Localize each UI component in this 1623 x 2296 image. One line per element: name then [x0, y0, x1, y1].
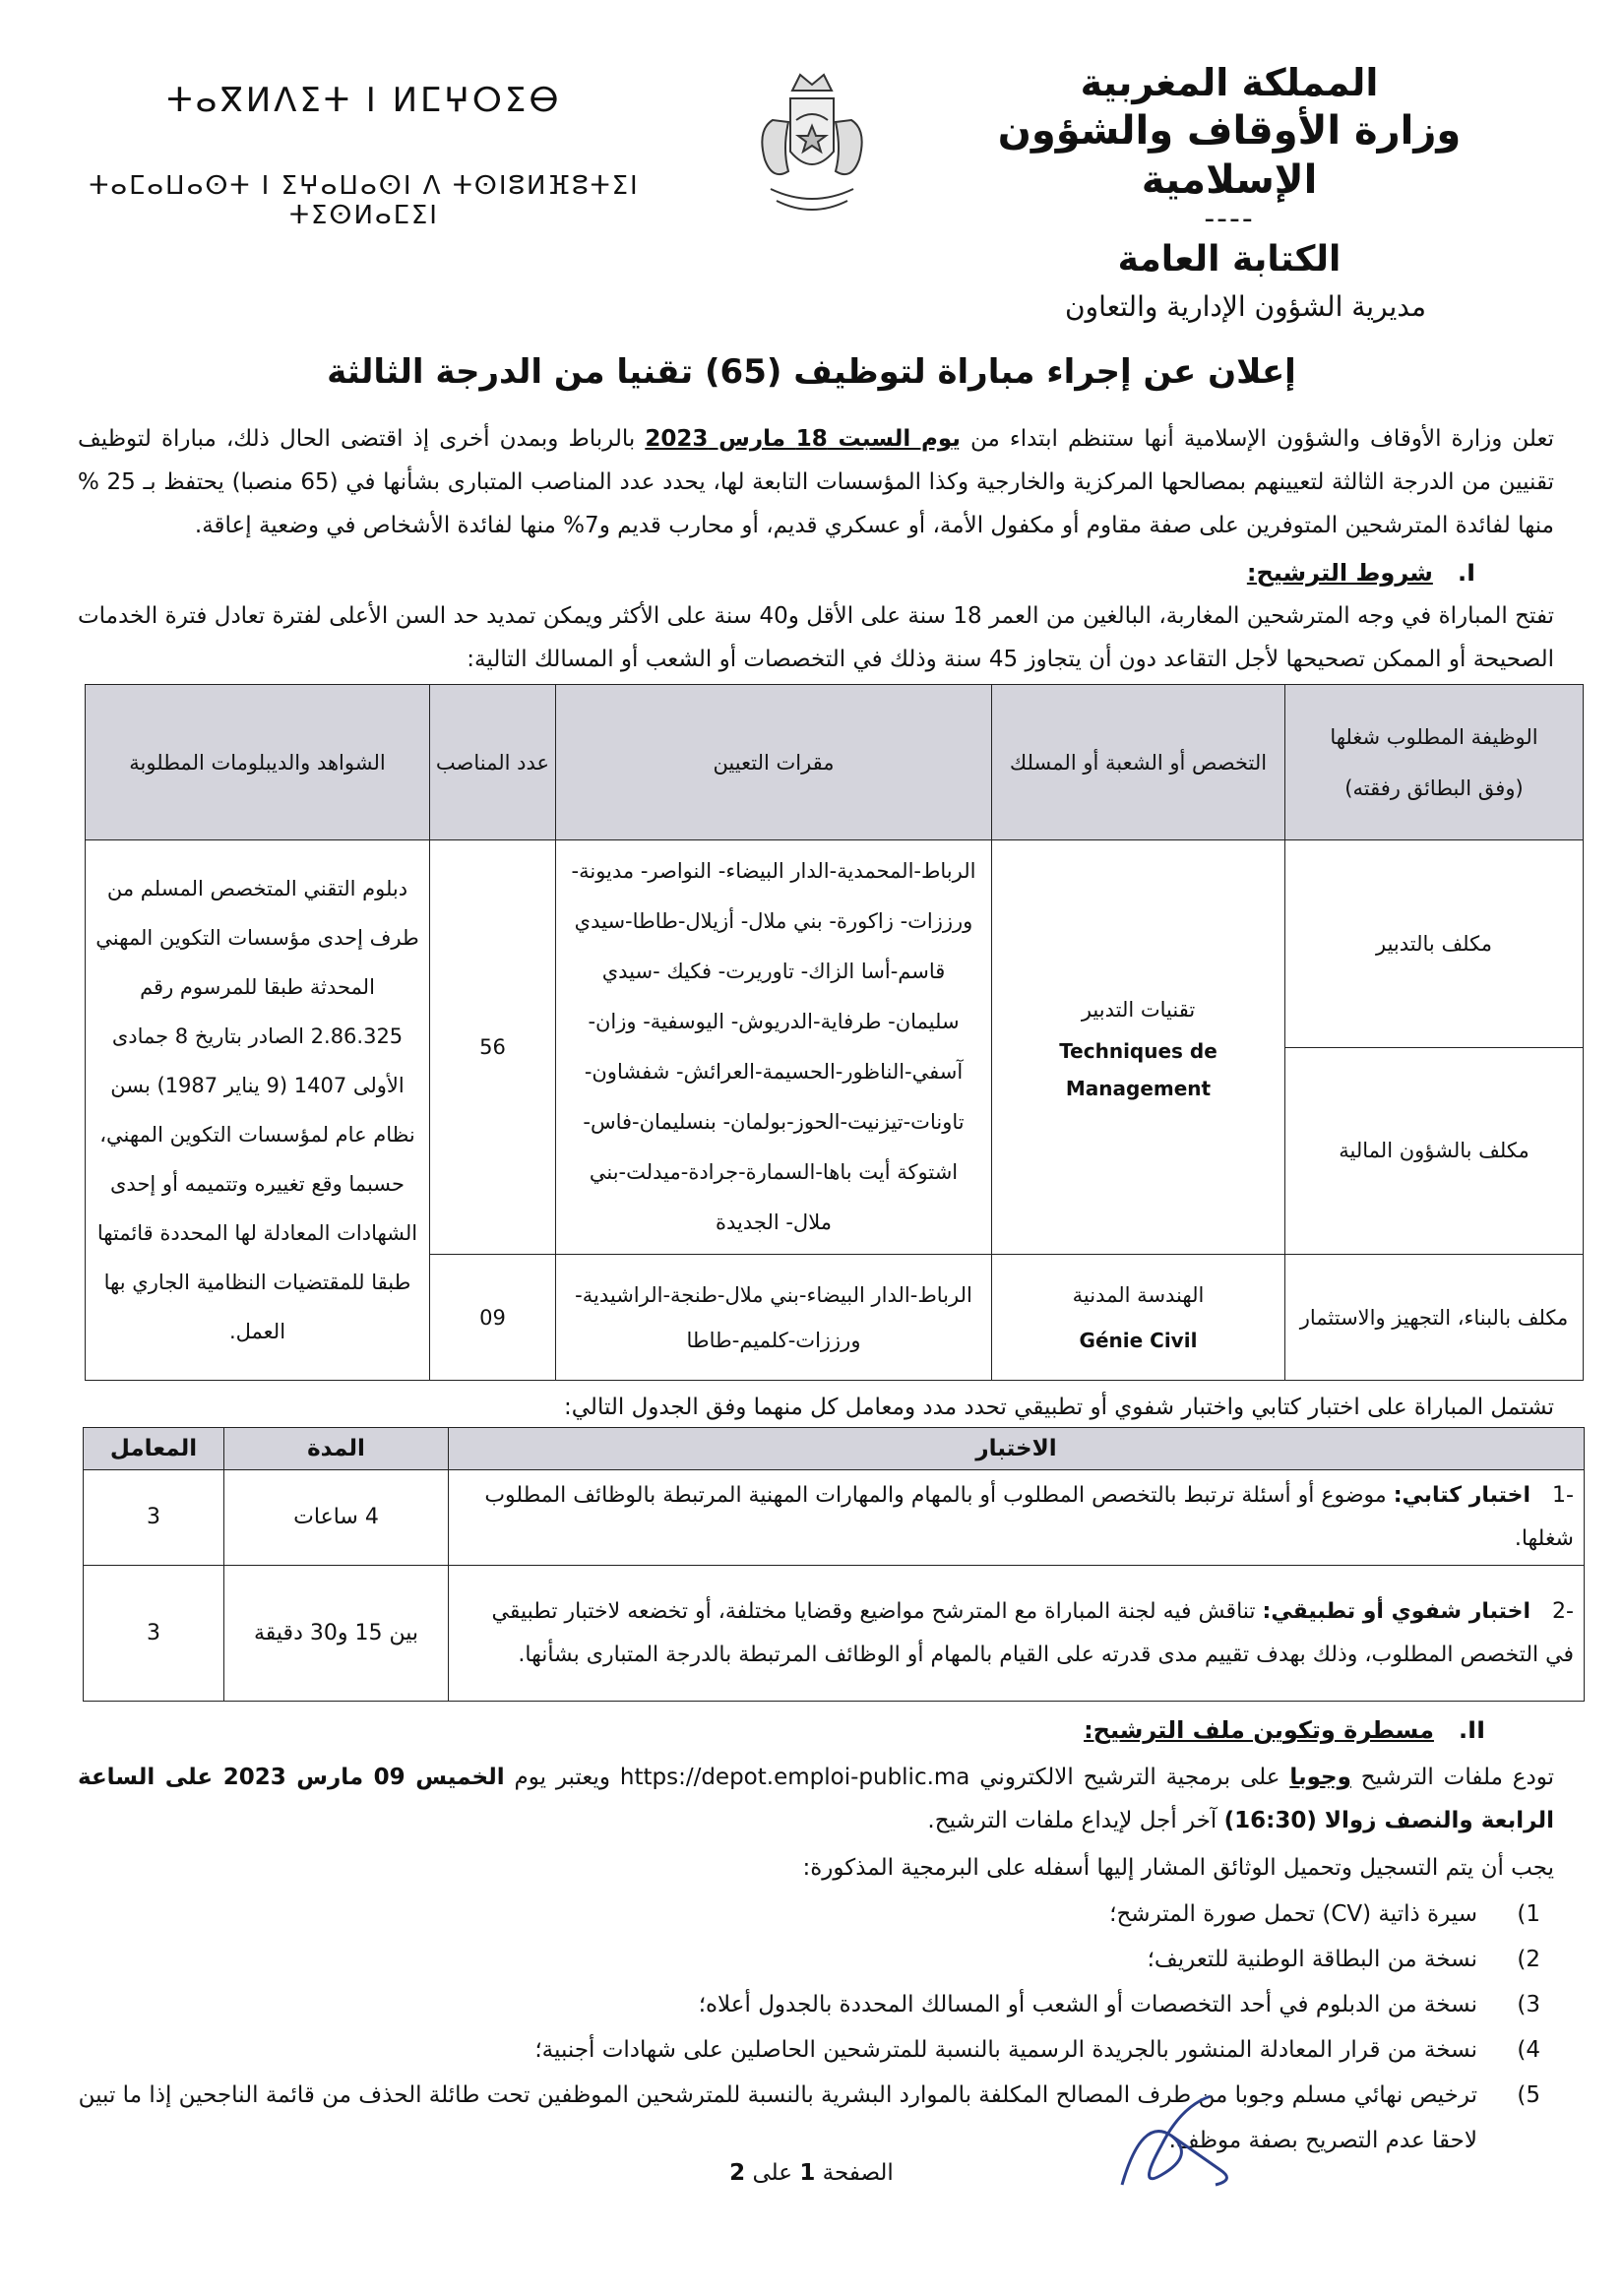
- intro-paragraph: [78, 417, 1554, 547]
- intro-part2: بالرباط وبمدن أخرى إذ اقتضى الحال ذلك، مباراة لتوظيف تقنيين من الدرجة الثالثة لتعيينهم بمصالحها المركزية والخارجية وكذا المؤسسات التابعة لها، يحدد عدد المناصب المتبارى بشأنها في (65 منصبا) يحتفظ بـ 25 % منها لفائدة المترشحين المتوفرين على صفة مقاوم أو مكفول الأمة، أو عسكري قديم، أو محارب قديم و7% منها لفائدة الأشخاص في وضعية إعاقة.: [78, 426, 1554, 538]
- header-coef: المعامل: [84, 1428, 224, 1470]
- footer-of: على: [752, 2160, 793, 2186]
- item-text: نسخة من الدبلوم في أحد التخصصات أو الشعب أو المسالك المحددة بالجدول أعلاه؛: [698, 1992, 1477, 2017]
- s2-part-a: تودع ملفات الترشيح: [1350, 1765, 1555, 1790]
- item-text: نسخة من قرار المعادلة المنشور بالجريدة الرسمية بالنسبة للمترشحين الحاصلين على شهادات أجنبية؛: [534, 2037, 1477, 2063]
- section-1-heading: [1247, 559, 1475, 587]
- s2-mandatory: وجوبا: [1289, 1765, 1351, 1790]
- locations-cell: الرباط-المحمدية-الدار البيضاء- النواصر- مديونة- ورززات- زاكورة- بني ملال- أزيلال-طاطا-سيدي قاسم-أسا الزاك- تاوريرت- فكيك -سيدي سليمان- طرفاية-الدريوش- اليوسفية- وزان- آسفي-الناظور-الحسيمة-العرائش- شفشاون- تاونات-تيزنيت-الحوز-بولمان- بنسليمان-فاس- اشتوكة أيت باها-السمارة-جرادة-ميدلت-بني ملال- الجديدة: [556, 840, 992, 1255]
- table-row: [84, 1566, 1585, 1702]
- count-cell: 09: [430, 1255, 556, 1381]
- footer-page-label: الصفحة: [822, 2160, 894, 2186]
- header-count: عدد المناصب: [430, 685, 556, 840]
- s2-part-e: آخر أجل لإيداع ملفات الترشيح.: [927, 1808, 1224, 1833]
- table-row: [86, 840, 1584, 1048]
- item-number: 4): [1517, 2037, 1540, 2063]
- duration-cell: بين 15 و30 دقيقة: [224, 1566, 449, 1702]
- specialty-fr: Techniques de Management: [1059, 1039, 1217, 1100]
- documents-list: [38, 1892, 1554, 2163]
- locations-cell: الرباط-الدار البيضاء-بني ملال-طنجة-الراشيدية- ورززات-كلميم-طاطا: [556, 1255, 992, 1381]
- header-diplomas: الشواهد والديبلومات المطلوبة: [86, 685, 430, 840]
- section-2-number: II.: [1459, 1716, 1485, 1744]
- test-cell: [449, 1566, 1585, 1702]
- positions-header-row: [86, 685, 1584, 840]
- positions-table: [85, 684, 1584, 1381]
- test-desc: موضوع أو أسئلة ترتبط بالتخصص المطلوب أو بالمهام والمهارات المهنية المرتبطة بالوظائف المطلوب شغلها.: [484, 1483, 1574, 1551]
- section-2-title: مسطرة وتكوين ملف الترشيح:: [1084, 1716, 1434, 1744]
- exam-date: يوم السبت 18 مارس 2023: [645, 426, 961, 452]
- ministry-name: وزارة الأوقاف والشؤون الإسلامية: [997, 108, 1462, 203]
- specialty-ar: الهندسة المدنية: [1072, 1282, 1205, 1307]
- list-item: [38, 2073, 1554, 2163]
- directorate-name: مديرية الشؤون الإدارية والتعاون: [1064, 290, 1426, 323]
- item-text: سيرة ذاتية (CV) تحمل صورة المترشح؛: [1109, 1901, 1477, 1927]
- specialty-fr: Génie Civil: [1079, 1328, 1198, 1352]
- header-test: الاختبار: [449, 1428, 1585, 1470]
- secretariat-name: الكتابة العامة: [1117, 239, 1342, 279]
- coat-of-arms-icon: [743, 61, 881, 228]
- tifinagh-kingdom: ⵜⴰⴳⵍⴷⵉⵜ ⵏ ⵍⵎⵖⵔⵉⴱ: [166, 81, 562, 120]
- item-number: 1): [1517, 1901, 1540, 1927]
- specialty-cell: [992, 840, 1285, 1255]
- table-row: [84, 1470, 1585, 1566]
- ministry-header: [973, 59, 1485, 329]
- kingdom-name: المملكة المغربية: [1080, 61, 1379, 104]
- section-1-title: شروط الترشيح:: [1246, 559, 1433, 587]
- footer-page-number: 1: [799, 2160, 816, 2186]
- diplomas-cell: دبلوم التقني المتخصص المسلم من طرف إحدى مؤسسات التكوين المهني المحدثة طبقا للمرسوم رقم 2.86.325 الصادر بتاريخ 8 جمادى الأولى 1407 (9 يناير 1987) بسن نظام عام لمؤسسات التكوين المهني، حسبما وقع تغييره وتتميمه أو إحدى الشهادات المعادلة لها المحددة قائمتها طبقا للمقتضيات النظامية الجاري بها العمل.: [86, 840, 430, 1381]
- list-item: [38, 1982, 1554, 2027]
- s2-deadline: الخميس 09 مارس 2023 على الساعة الرابعة والنصف زوالا (16:30): [78, 1765, 1554, 1833]
- job-cell: مكلف بالشؤون المالية: [1285, 1047, 1584, 1255]
- job-cell: مكلف بالتدبير: [1285, 840, 1584, 1048]
- header-job-label: الوظيفة المطلوب شغلها: [1330, 724, 1538, 749]
- exam-intro: تشتمل المباراة على اختبار كتابي واختبار شفوي أو تطبيقي تحدد مدد ومعامل كل منهما وفق الجدول التالي:: [564, 1395, 1554, 1420]
- item-number: 5): [1517, 2082, 1540, 2108]
- duration-cell: 4 ساعات: [224, 1470, 449, 1566]
- count-cell: 56: [430, 840, 556, 1255]
- list-item: [38, 1892, 1554, 1937]
- intro-part1: تعلن وزارة الأوقاف والشؤون الإسلامية أنها ستنظم ابتداء من: [960, 426, 1554, 452]
- test-number: -1: [1552, 1483, 1574, 1508]
- header-separator: ----: [1204, 202, 1255, 236]
- section-2-paragraph: [78, 1756, 1554, 1842]
- header-locations: مقرات التعيين: [556, 685, 992, 840]
- specialty-cell: [992, 1255, 1285, 1381]
- item-number: 2): [1517, 1947, 1540, 1972]
- test-desc: تناقش فيه لجنة المباراة مع المترشح مواضيع وقضايا مختلفة، أو تخضعه لاختبار تطبيقي في التخصص المطلوب، وذلك بهدف تقييم مدى قدرته على القيام بالمهام أو الوظائف المرتبطة بالدرجة المتبارى بشأنها.: [491, 1598, 1574, 1667]
- section-2-heading: [1084, 1716, 1485, 1744]
- section-2-instructions: يجب أن يتم التسجيل وتحميل الوثائق المشار إليها أسفله على البرمجية المذكورة:: [802, 1855, 1554, 1881]
- header-specialty: التخصص أو الشعبة أو المسلك: [992, 685, 1285, 840]
- page-title: إعلان عن إجراء مباراة لتوظيف (65) تقنيا من الدرجة الثالثة: [327, 352, 1296, 392]
- header-job-note: (وفق البطائق رفقته): [1344, 776, 1524, 800]
- test-cell: [449, 1470, 1585, 1566]
- header-duration: المدة: [224, 1428, 449, 1470]
- section-1-text: تفتح المباراة في وجه المترشحين المغاربة، البالغين من العمر 18 سنة على الأقل و40 سنة على الأكثر ويمكن تمديد حد السن الأعلى لفترة تعادل فترة الخدمات الصحيحة أو الممكن تصحيحها لأجل التقاعد دون أن يتجاوز 45 سنة وذلك في التخصصات أو الشعب أو المسالك التالية:: [78, 603, 1554, 672]
- list-item: [38, 2027, 1554, 2073]
- page-footer: [0, 2160, 1623, 2186]
- item-text: ترخيص نهائي مسلم وجوبا من طرف المصالح المكلفة بالموارد البشرية بالنسبة للمترشحين الموظفين تحت طائلة الحذف من قائمة الناجحين إذا ما تبين لاحقا عدم التصريح بصفة موظف.: [78, 2082, 1477, 2153]
- item-text: نسخة من البطاقة الوطنية للتعريف؛: [1147, 1947, 1477, 1972]
- tifinagh-ministry: ⵜⴰⵎⴰⵡⴰⵙⵜ ⵏ ⵉⵖⴰⵡⴰⵙⵏ ⴷ ⵜⵙⵏⵓⵍⴼⵓⵜⵉⵏ ⵜⵉⵙⵍⴰⵎⵉⵏ: [89, 171, 640, 230]
- item-number: 3): [1517, 1992, 1540, 2017]
- specialty-ar: تقنيات التدبير: [1081, 998, 1196, 1022]
- job-cell: مكلف بالبناء، التجهيز والاستثمار: [1285, 1255, 1584, 1381]
- coef-cell: 3: [84, 1566, 224, 1702]
- exam-header-row: [84, 1428, 1585, 1470]
- list-item: [38, 1937, 1554, 1982]
- footer-page-total: 2: [729, 2160, 746, 2186]
- section-1-number: I.: [1457, 559, 1475, 587]
- test-number: -2: [1552, 1598, 1574, 1624]
- header-job: [1285, 685, 1584, 840]
- test-name: اختبار شفوي أو تطبيقي:: [1262, 1598, 1530, 1624]
- exam-table: [83, 1427, 1585, 1702]
- coef-cell: 3: [84, 1470, 224, 1566]
- test-name: اختبار كتابي:: [1393, 1483, 1530, 1508]
- s2-part-c: على برمجية الترشيح الالكتروني https://depot.emploi-public.ma ويعتبر يوم: [504, 1765, 1290, 1790]
